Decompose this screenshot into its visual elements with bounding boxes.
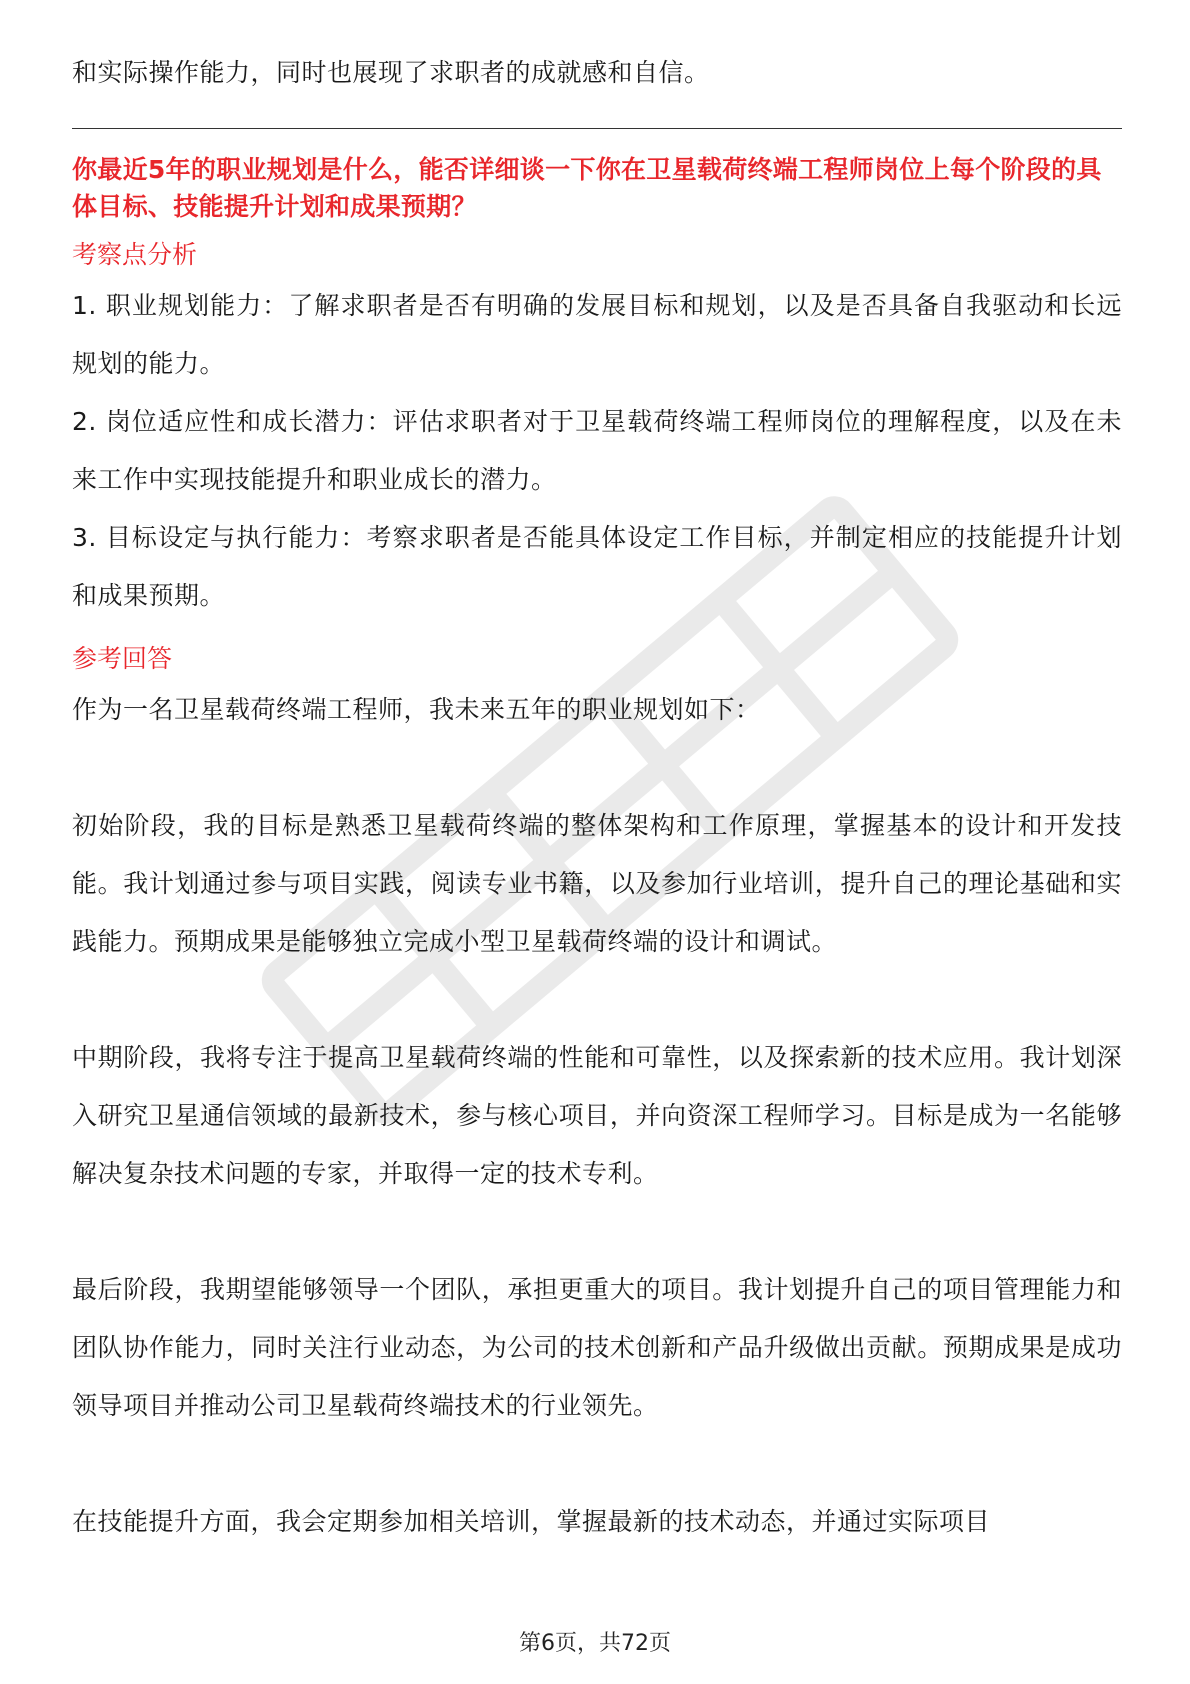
analysis-item-2: 2. 岗位适应性和成长潜力：评估求职者对于卫星载荷终端工程师岗位的理解程度，以及在未来工作中实现技能提升和职业成长的潜力。	[72, 407, 1122, 494]
document-body	[72, 44, 1122, 1551]
section-divider	[72, 128, 1122, 129]
answer-paragraph-final: 最后阶段，我期望能够领导一个团队，承担更重大的项目。我计划提升自己的项目管理能力和团队协作能力，同时关注行业动态，为公司的技术创新和产品升级做出贡献。预期成果是成功领导项目并推动公司卫星载荷终端技术的行业领先。	[72, 1275, 1122, 1420]
analysis-item-3: 3. 目标设定与执行能力：考察求职者是否能具体设定工作目标，并制定相应的技能提升计划和成果预期。	[72, 523, 1122, 610]
answer-paragraph-initial: 初始阶段，我的目标是熟悉卫星载荷终端的整体架构和工作原理，掌握基本的设计和开发技能。我计划通过参与项目实践，阅读专业书籍，以及参加行业培训，提升自己的理论基础和实践能力。预期成果是能够独立完成小型卫星载荷终端的设计和调试。	[72, 811, 1122, 956]
intro-tail-text: 和实际操作能力，同时也展现了求职者的成就感和自信。	[72, 58, 710, 87]
analysis-item-1: 1. 职业规划能力：了解求职者是否有明确的发展目标和规划，以及是否具备自我驱动和长远规划的能力。	[72, 291, 1122, 378]
answer-paragraph-skills: 在技能提升方面，我会定期参加相关培训，掌握最新的技术动态，并通过实际项目	[72, 1507, 991, 1536]
answer-heading: 参考回答	[72, 644, 173, 673]
page-number: 第6页，共72页	[519, 1631, 671, 1656]
answer-intro: 作为一名卫星载荷终端工程师，我未来五年的职业规划如下：	[72, 695, 761, 724]
answer-paragraph-middle: 中期阶段，我将专注于提高卫星载荷终端的性能和可靠性，以及探索新的技术应用。我计划深入研究卫星通信领域的最新技术，参与核心项目，并向资深工程师学习。目标是成为一名能够解决复杂技术问题的专家，并取得一定的技术专利。	[72, 1043, 1122, 1188]
interview-question: 你最近5年的职业规划是什么，能否详细谈一下你在卫星载荷终端工程师岗位上每个阶段的具体目标、技能提升计划和成果预期？	[72, 155, 1102, 221]
analysis-heading: 考察点分析	[72, 240, 198, 269]
